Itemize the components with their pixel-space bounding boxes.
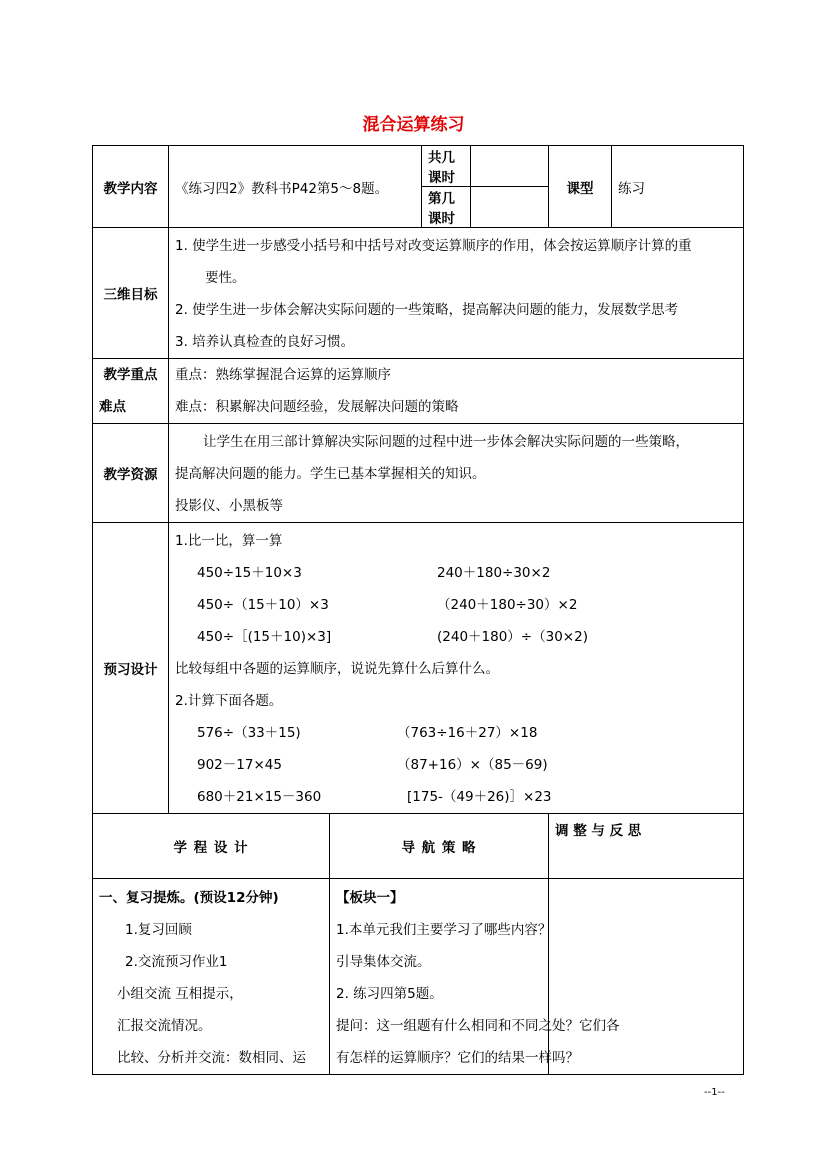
expression: 450÷15＋10×3 [197,565,302,581]
total-hours-value [471,146,549,187]
content-label: 教学内容 [93,146,169,228]
expression: 240＋180÷30×2 [437,565,551,581]
resources-line: 让学生在用三部计算解决实际问题的过程中进一步体会解决实际问题的一些策略， [203,434,689,450]
resources-label: 教学资源 [93,424,169,523]
preview-label: 预习设计 [93,523,169,814]
expression: 680＋21×15－360 [197,789,322,805]
expression: （87+16）×（85－69) [397,757,548,773]
expression-row [175,717,737,749]
content-value: 《练习四2》教科书P42第5～8题。 [169,146,422,228]
which-hour-label: 第几课时 [422,187,471,228]
design-left-line: 汇报交流情况。 [117,1018,212,1034]
expression: [175-（49＋26)］×23 [407,789,552,805]
design-col-2-header: 导 航 策 略 [330,814,549,879]
key-points-label-1: 教学重点 [103,367,158,383]
expression: （240＋180÷30）×2 [437,597,578,613]
page-number: --1-- [704,1087,725,1098]
resources-line: 投影仪、小黑板等 [175,498,283,514]
objectives-content [169,228,744,359]
page-title: 混合运算练习 [362,115,465,135]
expression: 450÷（15＋10）×3 [197,597,329,613]
type-value: 练习 [612,146,744,228]
difficult-point: 难点：积累解决问题经验，发展解决问题的策略 [175,399,459,415]
design-right-content [330,879,620,1075]
expression-row [175,557,737,589]
design-col-3-header: 调 整 与 反 思 [549,814,744,879]
design-right-line: 【板块一】 [336,890,404,906]
design-left-line: 比较、分析并交流：数相同、运 [117,1050,306,1066]
objective-item: 1. 使学生进一步感受小括号和中括号对改变运算顺序的作用，体会按运算顺序计算的重 [175,238,692,254]
objective-item: 要性。 [205,270,246,286]
design-right-line: 有怎样的运算顺序？它们的结果一样吗？ [336,1050,579,1066]
objectives-label: 三维目标 [93,228,169,359]
design-left-line: 1.复习回顾 [125,922,192,938]
expression-row [175,749,737,781]
type-label: 课型 [549,146,612,228]
expression-row [175,621,737,653]
resources-content [169,424,744,523]
preview-heading-1: 1.比一比，算一算 [175,533,283,549]
design-col-1-header: 学 程 设 计 [93,814,330,879]
objective-item: 3. 培养认真检查的良好习惯。 [175,334,355,350]
reflection-cell [549,879,744,1075]
expression: 576÷（33＋15) [197,725,301,741]
expression-row [175,589,737,621]
key-points-label-2: 难点 [99,399,126,415]
key-points-label [93,359,169,424]
expression-row [175,781,737,813]
total-hours-label: 共几课时 [422,146,471,187]
preview-heading-2: 2.计算下面各题。 [175,693,283,709]
expression: 902－17×45 [197,757,282,773]
design-left-content [93,879,330,1075]
objective-item: 2. 使学生进一步体会解决实际问题的一些策略，提高解决问题的能力，发展数学思考 [175,302,679,318]
preview-content [169,523,744,814]
resources-line: 提高解决问题的能力。学生已基本掌握相关的知识。 [175,466,486,482]
design-left-line: 一、复习提炼。(预设12分钟) [99,890,279,906]
important-point: 重点：熟练掌握混合运算的运算顺序 [175,367,391,383]
design-right-line: 引导集体交流。 [336,954,431,970]
lesson-plan-table [92,145,744,1075]
design-left-line: 小组交流 互相提示， [117,986,243,1002]
compare-text: 比较每组中各题的运算顺序，说说先算什么后算什么。 [175,661,499,677]
which-hour-value [471,187,549,228]
design-right-line: 1.本单元我们主要学习了哪些内容？ [336,922,552,938]
key-points-content [169,359,744,424]
design-right-line: 2. 练习四第5题。 [336,986,443,1002]
design-left-line: 2.交流预习作业1 [125,954,228,970]
expression: 450÷［(15＋10)×3] [197,629,332,645]
expression: (240＋180）÷（30×2) [437,629,588,645]
expression: （763÷16＋27）×18 [397,725,538,741]
design-right-line: 提问：这一组题有什么相同和不同之处？它们各 [336,1018,620,1034]
